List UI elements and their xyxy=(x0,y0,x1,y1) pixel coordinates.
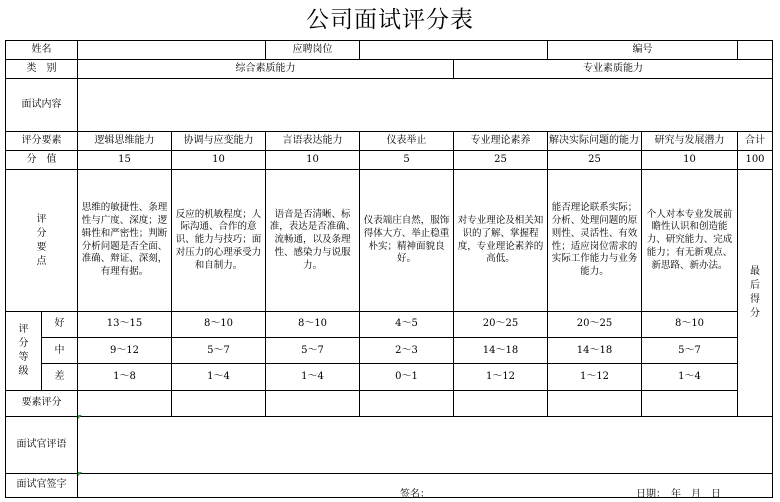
content-label: 面试内容 xyxy=(6,79,78,132)
element-logic: 逻辑思维能力 xyxy=(78,131,172,150)
grade-range: 5～7 xyxy=(266,338,360,364)
total-label: 合计 xyxy=(738,131,773,150)
grade-level: 好 xyxy=(42,311,78,337)
category-label: 类 别 xyxy=(6,60,78,79)
row-grade-good xyxy=(6,311,773,337)
category-professional: 专业素质能力 xyxy=(454,60,773,79)
category-general: 综合素质能力 xyxy=(78,60,454,79)
row-criteria xyxy=(6,170,773,312)
element-score-input[interactable] xyxy=(454,390,548,416)
grade-range: 5～7 xyxy=(642,338,738,364)
criteria-logic: 思维的敏捷性、条理性与广度、深度；逻辑性和严密性；判断分析问题是否全面、准确、辩证、深刻，有理有据。 xyxy=(78,170,172,312)
final-score-label: 最后得分 xyxy=(738,170,773,417)
row-name xyxy=(6,41,773,60)
row-category xyxy=(6,60,773,79)
elements-label: 评分要素 xyxy=(6,131,78,150)
grade-range: 4～5 xyxy=(360,311,454,337)
date-label: 日期： 年 月 日 xyxy=(636,489,721,500)
element-potential: 研究与发展潜力 xyxy=(642,131,738,150)
grade-range: 13～15 xyxy=(78,311,172,337)
criteria-practical: 能否理论联系实际；分析、处理问题的原则性、灵活性、有效性；适应岗位需求的实际工作能力与业务能力。 xyxy=(548,170,642,312)
grade-range: 1～12 xyxy=(454,364,548,390)
number-input[interactable] xyxy=(738,41,773,60)
grade-range: 0～1 xyxy=(360,364,454,390)
score-value: 15 xyxy=(78,151,172,170)
score-value: 25 xyxy=(548,151,642,170)
score-total: 100 xyxy=(738,151,773,170)
grade-range: 14～18 xyxy=(454,338,548,364)
criteria-potential: 个人对本专业发展前瞻性认识和创造能力、研究能力、完成能力；有无新观点、新思路、新办法。 xyxy=(642,170,738,312)
grade-range: 14～18 xyxy=(548,338,642,364)
grade-range: 1～4 xyxy=(266,364,360,390)
grade-level: 中 xyxy=(42,338,78,364)
element-score-input[interactable] xyxy=(642,390,738,416)
criteria-label: 评分要点 xyxy=(6,170,78,312)
comments-input[interactable] xyxy=(78,417,773,474)
grade-range: 1～4 xyxy=(642,364,738,390)
grade-range: 20～25 xyxy=(548,311,642,337)
content-input[interactable] xyxy=(78,79,773,132)
row-element-score xyxy=(6,390,773,416)
criteria-coordination: 反应的机敏程度；人际沟通、合作的意识、能力与技巧；面对压力的心理承受力和自制力。 xyxy=(172,170,266,312)
grade-range: 20～25 xyxy=(454,311,548,337)
element-score-input[interactable] xyxy=(78,390,172,416)
comments-label: 面试官评语 xyxy=(6,417,78,474)
grade-range: 8～10 xyxy=(172,311,266,337)
signature-label: 面试官签字 xyxy=(6,473,78,497)
grade-range: 1～12 xyxy=(548,364,642,390)
cell-comment-marker xyxy=(78,415,82,419)
element-theory: 专业理论素养 xyxy=(454,131,548,150)
score-value: 10 xyxy=(266,151,360,170)
row-grade-poor xyxy=(6,364,773,390)
element-expression: 言语表达能力 xyxy=(266,131,360,150)
name-label: 姓名 xyxy=(6,41,78,60)
element-practical: 解决实际问题的能力 xyxy=(548,131,642,150)
interview-score-table xyxy=(5,40,773,498)
grade-range: 5～7 xyxy=(172,338,266,364)
number-label: 编号 xyxy=(548,41,738,60)
element-coordination: 协调与应变能力 xyxy=(172,131,266,150)
criteria-expression: 语音是否清晰、标准，表达是否准确、流畅通，以及条理性、感染力与说服力。 xyxy=(266,170,360,312)
row-comments xyxy=(6,417,773,474)
element-score-label: 要素评分 xyxy=(6,390,78,416)
element-score-input[interactable] xyxy=(172,390,266,416)
criteria-theory: 对专业理论及相关知识的了解、掌握程度，专业理论素养的高低。 xyxy=(454,170,548,312)
grade-range: 8～10 xyxy=(266,311,360,337)
grade-level: 差 xyxy=(42,364,78,390)
row-content xyxy=(6,79,773,132)
score-value: 10 xyxy=(642,151,738,170)
criteria-appearance: 仪表端庄自然，服饰得体大方、举止稳重朴实；精神面貌良好。 xyxy=(360,170,454,312)
element-appearance: 仪表举止 xyxy=(360,131,454,150)
score-value: 10 xyxy=(172,151,266,170)
sign-label: 签名： xyxy=(400,489,430,500)
element-score-input[interactable] xyxy=(360,390,454,416)
scores-label: 分 值 xyxy=(6,151,78,170)
element-score-input[interactable] xyxy=(266,390,360,416)
grades-label: 评分等级 xyxy=(6,311,42,390)
grade-range: 1～4 xyxy=(172,364,266,390)
score-value: 5 xyxy=(360,151,454,170)
grade-range: 1～8 xyxy=(78,364,172,390)
name-input[interactable] xyxy=(78,41,266,60)
row-elements xyxy=(6,131,773,150)
position-label: 应聘岗位 xyxy=(266,41,360,60)
position-input[interactable] xyxy=(360,41,548,60)
grade-range: 2～3 xyxy=(360,338,454,364)
page-title: 公司面试评分表 xyxy=(306,7,474,33)
grade-range: 8～10 xyxy=(642,311,738,337)
row-scores xyxy=(6,151,773,170)
element-score-input[interactable] xyxy=(548,390,642,416)
cell-comment-marker xyxy=(78,472,82,476)
grade-range: 9～12 xyxy=(78,338,172,364)
row-grade-medium xyxy=(6,338,773,364)
score-value: 25 xyxy=(454,151,548,170)
